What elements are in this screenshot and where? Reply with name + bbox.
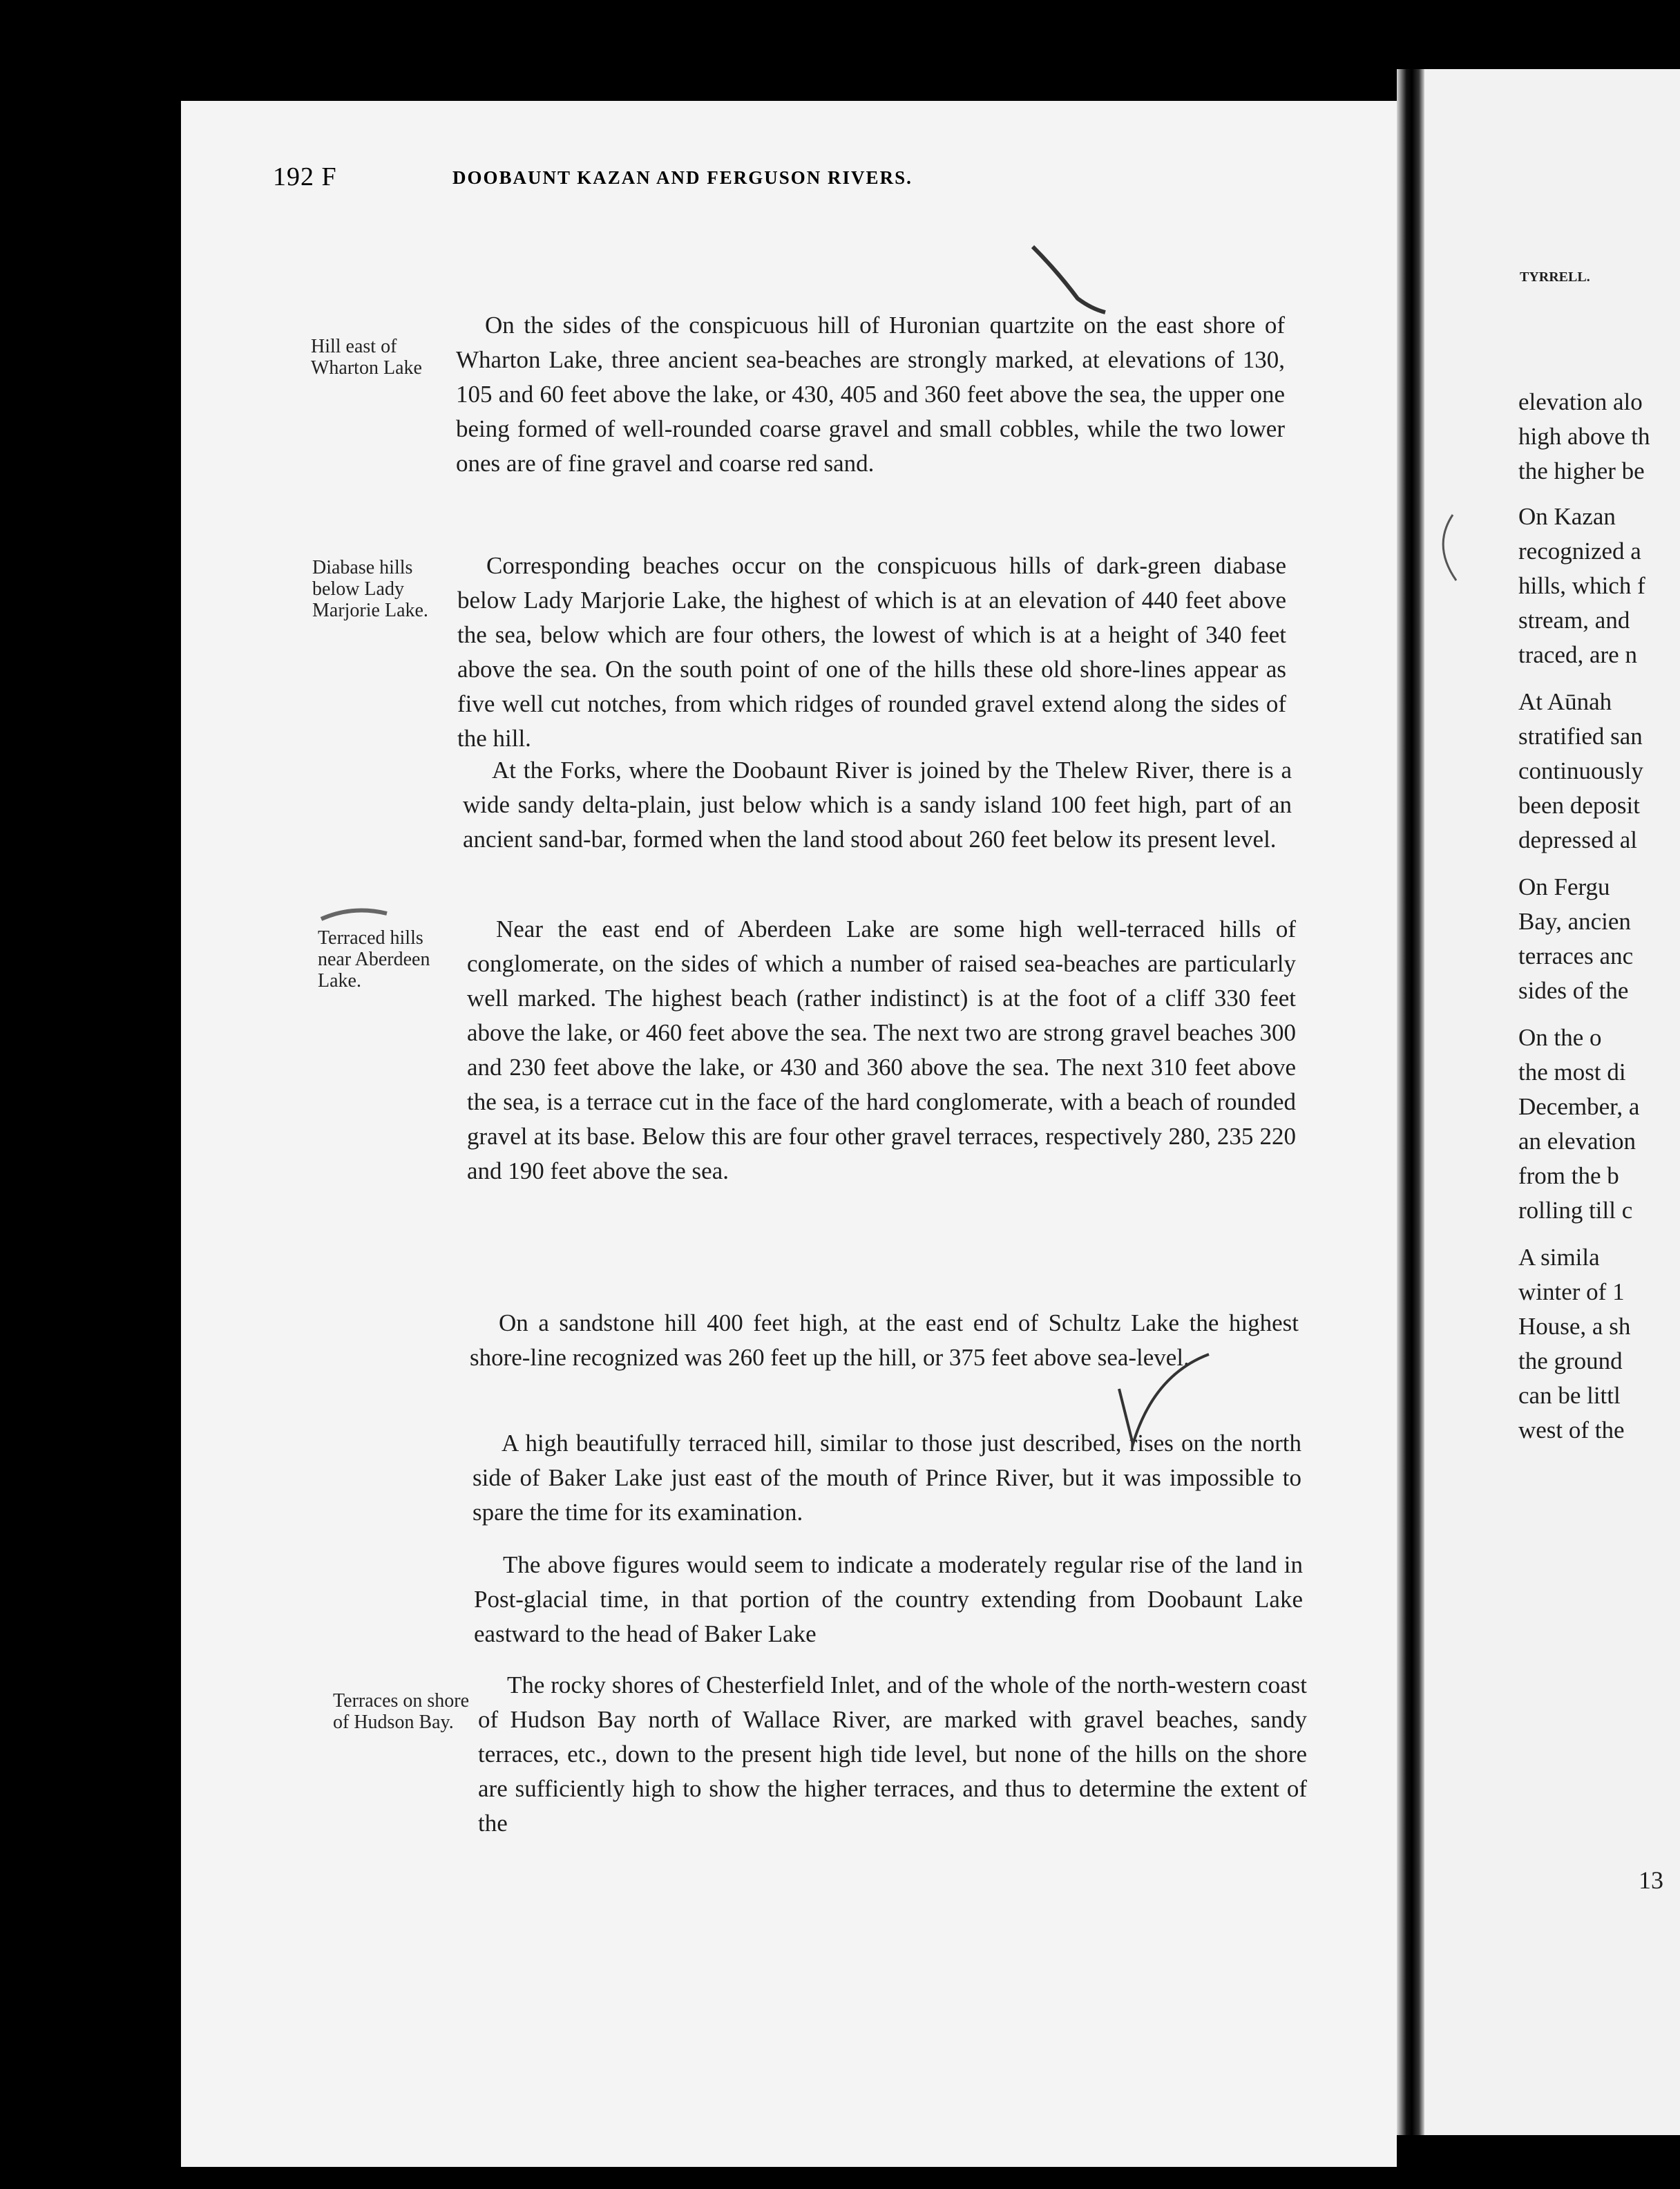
right-line: hills, which f xyxy=(1518,572,1645,599)
right-line: the most di xyxy=(1518,1059,1626,1086)
pencil-mark-check-icon xyxy=(1029,243,1112,319)
right-line: continuously xyxy=(1518,757,1643,784)
right-line: At Aūnah xyxy=(1518,688,1612,715)
right-line: elevation alo xyxy=(1518,388,1643,415)
right-line: the ground xyxy=(1518,1347,1623,1374)
text-block-7 xyxy=(474,1548,1303,1651)
page-header-title: DOOBAUNT KAZAN AND FERGUSON RIVERS. xyxy=(452,167,913,188)
right-line: A simila xyxy=(1518,1244,1600,1271)
right-line: sides of the xyxy=(1518,977,1629,1004)
paragraph-schultz-lake: On a sandstone hill 400 feet high, at the east end of Schultz Lake the highest shore-line recognized was 260 feet up the hill, or 375 feet above sea-level. xyxy=(470,1309,1299,1371)
right-page-number: 13 xyxy=(1639,1866,1663,1894)
right-line: the higher be xyxy=(1518,457,1645,484)
right-line: been deposit xyxy=(1518,792,1640,819)
right-line: On the o xyxy=(1518,1024,1602,1051)
right-line: can be littl xyxy=(1518,1382,1621,1409)
pencil-mark-bracket-icon xyxy=(1429,511,1463,587)
right-line: rolling till c xyxy=(1518,1197,1633,1224)
paragraph-the-forks: At the Forks, where the Doobaunt River is joined by the Thelew River, there is a wide sandy delta-plain, just below which is a sandy island 100 feet high, part of an ancient sand-bar, formed when the land stood about 260 feet below its present level. xyxy=(463,757,1292,853)
text-block-8 xyxy=(478,1668,1307,1841)
running-head xyxy=(273,162,1309,203)
paragraph-land-rise: The above figures would seem to indicate a moderately regular rise of the land in Post-glacial time, in that portion of the country extending from Doobaunt Lake eastward to the head of Baker Lake xyxy=(474,1551,1303,1647)
page-number: 192 F xyxy=(273,162,337,191)
right-page xyxy=(1424,69,1680,2135)
sidenote-hudson-bay: Terraces on shore of Hudson Bay. xyxy=(333,1690,470,1733)
paragraph-wharton-lake: On the sides of the conspicuous hill of Huronian quartzite on the east shore of Wharton Lake, three ancient sea-beaches are strongly marked, at elevations of 130, 105 and 60 feet above the lake, or 430, 405 and 360 feet above the sea, the upper one being formed of well-rounded coarse gravel and small cobbles, while the two lower ones are of fine gravel and coarse red sand. xyxy=(456,312,1285,477)
right-line: stream, and xyxy=(1518,607,1630,634)
paragraph-aberdeen-lake: Near the east end of Aberdeen Lake are some high well-terraced hills of conglomerate, on the sides of which a number of raised sea-beaches are particularly well marked. The highest beach (rather indistinct) is at the foot of a cliff 330 feet above the lake, or 460 feet above the sea. The next two are strong gravel beaches 300 and 230 feet above the lake, or 430 and 360 above the sea. The next 310 feet above the sea, is a terrace cut in the face of the hard conglomerate, with a beach of rounded gravel at its base. Below this are four other gravel terraces, respectively 280, 235 220 and 190 feet above the sea. xyxy=(467,916,1296,1184)
right-line: from the b xyxy=(1518,1162,1619,1189)
right-line: an elevation xyxy=(1518,1128,1636,1155)
right-line: On Kazan xyxy=(1518,503,1616,530)
right-line: recognized a xyxy=(1518,538,1641,565)
text-block-1 xyxy=(456,308,1285,481)
pencil-smudge-icon xyxy=(318,905,394,926)
right-line: stratified san xyxy=(1518,723,1643,750)
right-line: December, a xyxy=(1518,1093,1640,1120)
right-line: west of the xyxy=(1518,1416,1625,1443)
right-running-head: TYRRELL. xyxy=(1520,269,1590,285)
text-block-4 xyxy=(467,912,1296,1188)
book-gutter xyxy=(1397,69,1424,2135)
pencil-mark-tick-icon xyxy=(1105,1347,1216,1458)
right-line: traced, are n xyxy=(1518,641,1637,668)
sidenote-wharton-lake: Hill east of Wharton Lake xyxy=(311,336,422,379)
text-block-2 xyxy=(457,549,1286,756)
right-line: terraces anc xyxy=(1518,942,1634,969)
text-block-3 xyxy=(463,753,1292,857)
right-line: Bay, ancien xyxy=(1518,908,1631,935)
right-line: House, a sh xyxy=(1518,1313,1631,1340)
sidenote-aberdeen-lake: Terraced hills near Aberdeen Lake. xyxy=(318,927,430,992)
right-line: high above th xyxy=(1518,423,1650,450)
right-line: winter of 1 xyxy=(1518,1278,1625,1305)
right-line: depressed al xyxy=(1518,826,1638,853)
paragraph-baker-lake: A high beautifully terraced hill, similar to those just described, rises on the north side of Baker Lake just east of the mouth of Prince River, but it was impossible to spare the time for its examination. xyxy=(472,1430,1301,1526)
right-line: On Fergu xyxy=(1518,873,1610,900)
paragraph-hudson-bay: The rocky shores of Chesterfield Inlet, and of the whole of the north-western coast of Hudson Bay north of Wallace River, are marked with gravel beaches, sandy terraces, etc., down to the present high tide level, but none of the hills on the shore are sufficiently high to show the higher terraces, and thus to determine the extent of the xyxy=(478,1671,1307,1837)
sidenote-lady-marjorie-lake: Diabase hills below Lady Marjorie Lake. xyxy=(312,557,428,621)
paragraph-lady-marjorie-lake: Corresponding beaches occur on the conspicuous hills of dark-green diabase below Lady Marjorie Lake, the highest of which is at an elevation of 440 feet above the sea, below which are four others, the lowest of which is at a height of 340 feet above the sea. On the south point of one of the hills these old shore-lines appear as five well cut notches, from which ridges of rounded gravel extend along the sides of the hill. xyxy=(457,552,1286,752)
